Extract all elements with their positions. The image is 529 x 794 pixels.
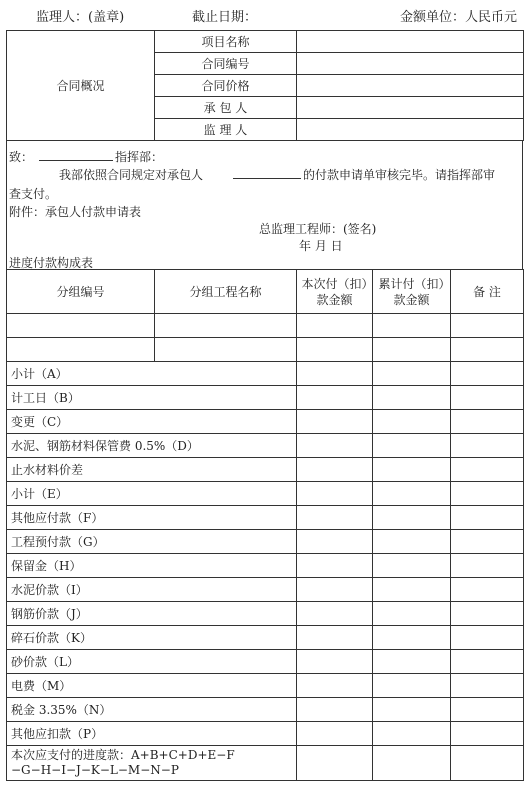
current-amount-cell[interactable]	[297, 722, 373, 746]
cumulative-amount-cell[interactable]	[373, 698, 451, 722]
approval-notice	[6, 141, 523, 270]
attachment-text: 附件：承包人付款申请表	[9, 205, 142, 219]
item-label: 计工日（B）	[7, 386, 297, 410]
item-label: 保留金（H）	[7, 554, 297, 578]
current-amount-cell[interactable]	[297, 746, 373, 781]
current-amount-cell[interactable]	[297, 554, 373, 578]
table-row	[7, 506, 524, 530]
notice-to: 致：	[9, 150, 34, 164]
cumulative-amount-cell[interactable]	[373, 530, 451, 554]
contractor-label: 承 包 人	[155, 97, 297, 119]
remarks-cell[interactable]	[451, 626, 524, 650]
supervisor-seal-label: 监理人：(盖章)	[36, 10, 125, 25]
table-row	[7, 698, 524, 722]
current-amount-cell[interactable]	[297, 530, 373, 554]
remarks-cell[interactable]	[451, 698, 524, 722]
cumulative-amount-cell[interactable]	[373, 338, 451, 362]
cumulative-amount-cell[interactable]	[373, 482, 451, 506]
group-number-cell[interactable]	[7, 338, 155, 362]
item-label: 小计（E）	[7, 482, 297, 506]
item-label: 工程预付款（G）	[7, 530, 297, 554]
table-row	[7, 482, 524, 506]
remarks-cell[interactable]	[451, 458, 524, 482]
remarks-cell[interactable]	[451, 554, 524, 578]
current-amount-cell[interactable]	[297, 506, 373, 530]
cumulative-amount-cell[interactable]	[373, 746, 451, 781]
header-group-number: 分组编号	[7, 270, 155, 314]
remarks-cell[interactable]	[451, 314, 524, 338]
table-row	[7, 650, 524, 674]
remarks-cell[interactable]	[451, 602, 524, 626]
remarks-cell[interactable]	[451, 362, 524, 386]
notice-line1-a: 我部依照合同规定对承包人	[59, 168, 204, 182]
current-amount-cell[interactable]	[297, 578, 373, 602]
item-label: 税金 3.35%（N）	[7, 698, 297, 722]
contract-number-label: 合同编号	[155, 53, 297, 75]
remarks-cell[interactable]	[451, 482, 524, 506]
contractor-value[interactable]	[297, 97, 524, 119]
currency-unit-label: 金额单位：人民币元	[399, 10, 517, 25]
item-label: 电费（M）	[7, 674, 297, 698]
table-row	[7, 362, 524, 386]
header-cumulative-amount: 累计付（扣）款金额	[373, 270, 451, 314]
cumulative-amount-cell[interactable]	[373, 458, 451, 482]
item-label: 其他应扣款（P）	[7, 722, 297, 746]
progress-payment-table	[6, 269, 524, 781]
current-amount-cell[interactable]	[297, 362, 373, 386]
remarks-cell[interactable]	[451, 530, 524, 554]
item-label: 钢筋价款（J）	[7, 602, 297, 626]
cumulative-amount-cell[interactable]	[373, 554, 451, 578]
table-row	[7, 530, 524, 554]
final-payment-formula-2: −G−H−I−J−K−L−M−N−P	[11, 763, 179, 777]
group-number-cell[interactable]	[7, 314, 155, 338]
table-row	[7, 386, 524, 410]
final-payment-formula-1: 本次应支付的进度款：A+B+C+D+E−F	[11, 748, 235, 762]
current-amount-cell[interactable]	[297, 338, 373, 362]
cumulative-amount-cell[interactable]	[373, 722, 451, 746]
project-name-value[interactable]	[297, 31, 524, 53]
notice-dept: 指挥部：	[115, 150, 164, 164]
contractor-blank[interactable]	[233, 178, 301, 179]
contract-price-label: 合同价格	[155, 75, 297, 97]
table-row	[7, 554, 524, 578]
final-payment-label	[7, 746, 297, 781]
item-label: 其他应付款（F）	[7, 506, 297, 530]
cumulative-amount-cell[interactable]	[373, 578, 451, 602]
project-name-label: 项目名称	[155, 31, 297, 53]
cumulative-amount-cell[interactable]	[373, 674, 451, 698]
item-label: 变更（C）	[7, 410, 297, 434]
supervisor-value[interactable]	[297, 119, 524, 141]
cumulative-amount-cell[interactable]	[373, 410, 451, 434]
current-amount-cell[interactable]	[297, 698, 373, 722]
page-header	[0, 6, 529, 28]
contract-overview-table	[6, 30, 524, 141]
header-group-name: 分组工程名称	[155, 270, 297, 314]
table-row	[7, 578, 524, 602]
current-amount-cell[interactable]	[297, 314, 373, 338]
remarks-cell[interactable]	[451, 722, 524, 746]
current-amount-cell[interactable]	[297, 434, 373, 458]
item-label: 小计（A）	[7, 362, 297, 386]
item-label: 水泥价款（I）	[7, 578, 297, 602]
deadline-label: 截止日期：	[192, 10, 258, 25]
table-row	[7, 722, 524, 746]
current-amount-cell[interactable]	[297, 650, 373, 674]
sign-date: 年 月 日	[299, 239, 343, 253]
current-amount-cell[interactable]	[297, 674, 373, 698]
group-name-cell[interactable]	[155, 314, 297, 338]
notice-line1-b: 的付款申请单审核完毕。请指挥部审	[303, 168, 496, 182]
current-amount-cell[interactable]	[297, 482, 373, 506]
item-label: 砂价款（L）	[7, 650, 297, 674]
section-title: 进度付款构成表	[9, 256, 94, 270]
remarks-cell[interactable]	[451, 506, 524, 530]
cumulative-amount-cell[interactable]	[373, 434, 451, 458]
cumulative-amount-cell[interactable]	[373, 650, 451, 674]
cumulative-amount-cell[interactable]	[373, 314, 451, 338]
remarks-cell[interactable]	[451, 746, 524, 781]
table-row	[7, 602, 524, 626]
current-amount-cell[interactable]	[297, 602, 373, 626]
contract-overview-title: 合同概况	[7, 31, 155, 141]
notice-line2: 查支付。	[9, 187, 58, 201]
cumulative-amount-cell[interactable]	[373, 506, 451, 530]
cumulative-amount-cell[interactable]	[373, 602, 451, 626]
supervisor-label: 监 理 人	[155, 119, 297, 141]
item-label: 水泥、钢筋材料保管费 0.5%（D）	[7, 434, 297, 458]
remarks-cell[interactable]	[451, 338, 524, 362]
chief-supervisor-sign: 总监理工程师：(签名)	[259, 222, 377, 236]
payment-items	[7, 362, 524, 746]
remarks-cell[interactable]	[451, 674, 524, 698]
group-name-cell[interactable]	[155, 338, 297, 362]
current-amount-cell[interactable]	[297, 458, 373, 482]
remarks-cell[interactable]	[451, 386, 524, 410]
cumulative-amount-cell[interactable]	[373, 362, 451, 386]
header-remarks: 备 注	[451, 270, 524, 314]
cumulative-amount-cell[interactable]	[373, 626, 451, 650]
remarks-cell[interactable]	[451, 650, 524, 674]
table-row	[7, 458, 524, 482]
remarks-cell[interactable]	[451, 578, 524, 602]
table-row	[7, 626, 524, 650]
contract-number-value[interactable]	[297, 53, 524, 75]
table-row	[7, 410, 524, 434]
table-row	[7, 434, 524, 458]
notice-to-blank[interactable]	[39, 160, 113, 161]
current-amount-cell[interactable]	[297, 626, 373, 650]
item-label: 碎石价款（K）	[7, 626, 297, 650]
item-label: 止水材料价差	[7, 458, 297, 482]
table-row	[7, 674, 524, 698]
remarks-cell[interactable]	[451, 410, 524, 434]
remarks-cell[interactable]	[451, 434, 524, 458]
contract-price-value[interactable]	[297, 75, 524, 97]
cumulative-amount-cell[interactable]	[373, 386, 451, 410]
current-amount-cell[interactable]	[297, 386, 373, 410]
header-current-amount: 本次付（扣）款金额	[297, 270, 373, 314]
current-amount-cell[interactable]	[297, 410, 373, 434]
